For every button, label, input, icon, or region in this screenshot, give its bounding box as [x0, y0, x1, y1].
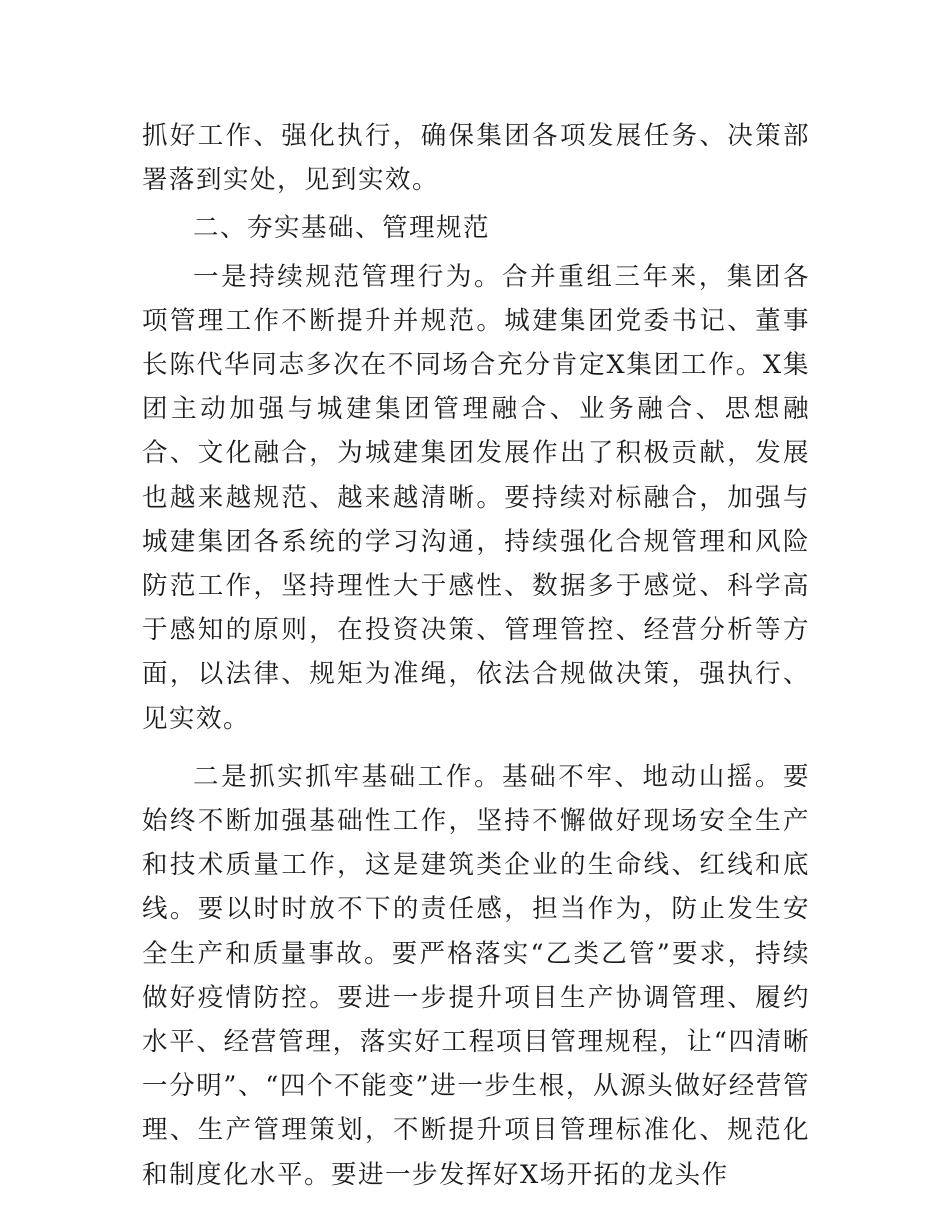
paragraph-foundation-work: 二是抓实抓牢基础工作。基础不牢、地动山摇。要始终不断加强基础性工作，坚持不懈做好现场安全生产和技术质量工作，这是建筑类企业的生命线、红线和底线。要以时时放不下的责任感，担当作为，防止发生安全生产和质量事故。要严格落实“乙类乙管”要求，持续做好疫情防控。要进一步提升项目生产协调管理、履约水平、经营管理，落实好工程项目管理规程，让“四清晰一分明”、“四个不能变”进一步生根，从源头做好经营管理、生产管理策划，不断提升项目管理标准化、规范化和制度化水平。要进一步发挥好X场开拓的龙头作: [142, 761, 810, 1190]
section-heading: 二、夯实基础、管理规范: [193, 213, 491, 244]
paragraph-continuation: 抓好工作、强化执行，确保集团各项发展任务、决策部署落到实处，见到实效。: [142, 121, 810, 196]
document-body: [142, 114, 810, 1197]
paragraph-management-behavior: 一是持续规范管理行为。合并重组三年来，集团各项管理工作不断提升并规范。城建集团党委书记、董事长陈代华同志多次在不同场合充分肯定X集团工作。X集团主动加强与城建集团管理融合、业务融合、思想融合、文化融合，为城建集团发展作出了积极贡献，发展也越来越规范、越来越清晰。要持续对标融合，加强与城建集团各系统的学习沟通，持续强化合规管理和风险防范工作，坚持理性大于感性、数据多于感觉、科学高于感知的原则，在投资决策、管理管控、经营分析等方面，以法律、规矩为准绳，依法合规做决策，强执行、见实效。: [142, 261, 810, 734]
